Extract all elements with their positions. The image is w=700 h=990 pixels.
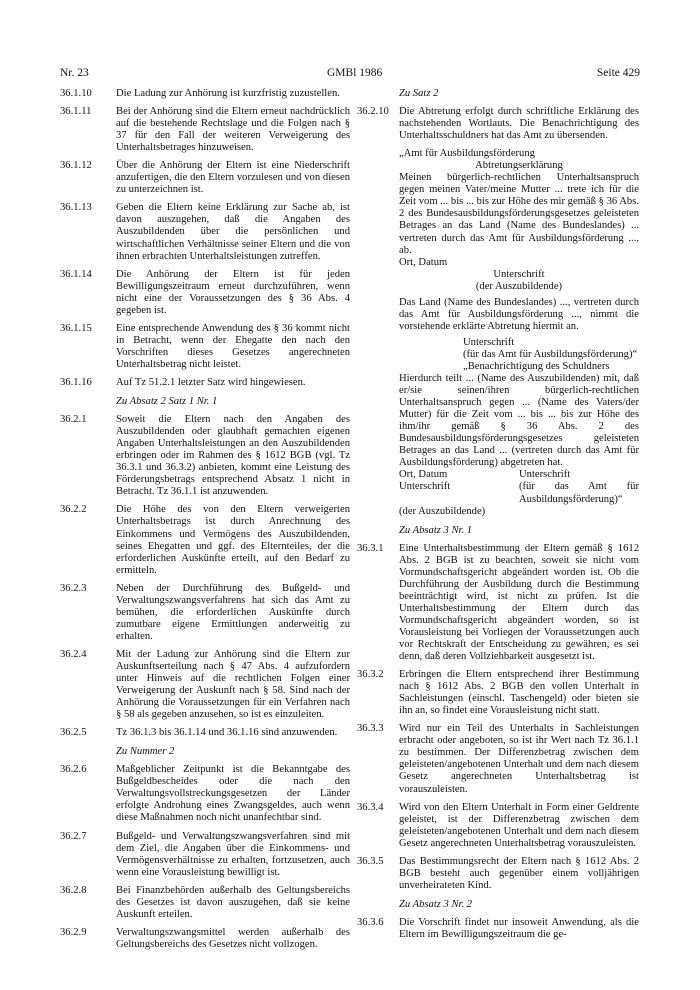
- notice-title: „Benachrichtigung des Schuldners: [463, 360, 610, 372]
- paragraph-number: 36.1.10: [60, 88, 92, 99]
- paragraph-text: Eine entsprechende Anwendung des § 36 kommt nicht in Betracht, wenn der Ehegatte den nach den Vorschriften dieses Gesetzes angerechneten Unterhaltsbetrag nicht leistet.: [116, 322, 350, 370]
- section-heading: Zu Absatz 2 Satz 1 Nr. 1: [116, 396, 218, 408]
- paragraph-text: Die Ladung zur Anhörung ist kurzfristig zuzustellen.: [116, 88, 340, 99]
- assignment-form: [399, 148, 639, 517]
- section-heading: Zu Satz 2: [399, 88, 439, 99]
- paragraph: [60, 504, 350, 576]
- paragraph-text: Die Höhe des von den Eltern verweigerten Unterhaltsbetrags ist durch Anrechnung des Einkommens und Vermögens des Auszubildenden, seines Ehegatten und ggf. des Elternteiles, der die erforderlichen Auskünfte erteilt, auf den Bedarf zu ermitteln.: [116, 504, 350, 576]
- paragraph: [60, 583, 350, 643]
- form-title: Abtretungserklärung: [475, 160, 563, 172]
- paragraph-number: 36.3.1: [357, 542, 384, 554]
- signature-row: [399, 481, 639, 505]
- paragraph-text: Soweit die Eltern nach den Angaben des Auszubildenden oder glaubhaft gemachten eigenen Angaben Unterhaltsleistungen an den Auszubildenden erbringen oder im Rahmen des § 1612 BGB (vgl. Tz 36.3.1 und 36.3.2) anbieten, kommt eine Leistung des Förderungsbetrags entsprechend Absatz 1 nicht in Betracht. Tz 36.1.1 ist anzuwenden.: [116, 414, 350, 498]
- section-heading: Zu Absatz 3 Nr. 2: [399, 898, 473, 910]
- paragraph: [60, 414, 350, 498]
- paragraph-number: 36.3.3: [357, 723, 384, 735]
- paragraph-number: 36.1.13: [60, 202, 92, 214]
- paragraph-text: Die Vorschrift findet nur insoweit Anwendung, als die Eltern im Bewilligungszeitraum die ge-: [399, 916, 639, 940]
- paragraph-text: Über die Anhörung der Eltern ist eine Niederschrift anzufertigen, die den Eltern vorzulesen und von diesen zu unterzeichnen ist.: [116, 160, 350, 196]
- paragraph-number: 36.2.10: [357, 106, 389, 118]
- paragraph-number: 36.2.8: [60, 884, 87, 896]
- paragraph-number: 36.1.12: [60, 160, 92, 172]
- paragraph: [60, 727, 350, 739]
- paragraph: [357, 669, 639, 717]
- form-signature: Unterschrift: [493, 268, 545, 280]
- paragraph: [357, 917, 639, 941]
- paragraph: [357, 723, 639, 795]
- form-signature-role: (der Auszubildende): [399, 505, 486, 517]
- paragraph: [357, 856, 639, 892]
- paragraph-number: 36.1.14: [60, 268, 92, 280]
- paragraph-text: Verwaltungszwangsmittel werden außerhalb des Geltungsbereichs des Gesetzes nicht vollzogen.: [116, 926, 350, 950]
- paragraph: [60, 106, 350, 154]
- paragraph-number: 36.2.1: [60, 414, 87, 426]
- form-signature: Unterschrift: [463, 336, 515, 348]
- paragraph-text: Die Abtretung erfolgt durch schriftliche Erklärung des nachstehenden Wortlauts. Die Benachrichtigung des Unterhaltsschuldners hat das Amt zu übersenden.: [399, 106, 639, 142]
- form-declaration: Meinen bürgerlich-rechtlichen Unterhaltsanspruch gegen meinen Vater/meine Mutter ... trete ich für die Zeit vom ... bis ... bis zur Höhe des mir gemäß § 36 Abs. 2 des Bundesausbildungsförderungsgesetzes geleisteten Betrages an das Land (Name des Bundeslandes) ... vertreten durch das Amt für Ausbildungsförderung ..., ab.: [399, 172, 639, 256]
- paragraph-text: Bei Finanzbehörden außerhalb des Geltungsbereichs des Gesetzes ist davon auszugehen, daß sie keine Auskunft erteilen.: [116, 884, 350, 920]
- form-signature: Unterschrift: [399, 481, 451, 493]
- paragraph: [60, 764, 350, 824]
- paragraph-text: Maßgeblicher Zeitpunkt ist die Bekanntgabe des Bußgeldbescheides oder die nach den Verwaltungsvollstreckungsgesetzen der Länder erfolgte Androhung eines Zwangsgeldes, auch wenn diese Maßnahmen noch nicht unanfechtbar sind.: [116, 764, 350, 824]
- paragraph: [60, 88, 350, 100]
- paragraph-text: Eine Unterhaltsbestimmung der Eltern gemäß § 1612 Abs. 2 BGB ist zu beachten, soweit sie nicht vom Vormundschaftsgericht abgeändert worden ist. Ob die Durchführung der Ausbildung durch die Bestimmung beeinträchtigt wird, ist nicht zu prüfen. Ist die Unterhaltsbestimmung der Eltern durch das Vormundschaftsgericht abgeändert worden, so ist Vorausleistung bei Vorliegen der Voraussetzungen auch vor Rechtskraft der Entscheidung zu gewähren, es sei denn, daß deren Vollziehbarkeit ausgesetzt ist.: [399, 542, 639, 663]
- paragraph-number: 36.2.2: [60, 504, 87, 516]
- paragraph-text: Die Anhörung der Eltern ist für jeden Bewilligungszeitraum erneut durchzuführen, wenn nicht eine der Voraussetzungen des § 36 Abs. 4 gegeben ist.: [116, 268, 350, 316]
- paragraph: [357, 802, 639, 850]
- form-signature-role: (der Auszubildende): [475, 280, 563, 292]
- journal-name: GMBl 1986: [327, 67, 383, 79]
- paragraph: [60, 831, 350, 879]
- paragraph-text: Das Bestimmungsrecht der Eltern nach § 1612 Abs. 2 BGB besteht auch gegenüber einem volljährigen unverheirateten Kind.: [399, 855, 639, 891]
- paragraph-number: 36.2.5: [60, 727, 87, 739]
- paragraph-text: Wird nur ein Teil des Unterhalts in Sachleistungen erbracht oder angeboten, so ist ihr Wert nach Tz 36.1.1 zu bestimmen. Der Differenzbetrag zwischen dem geleisteten/angebotenen Unterhalt und dem nach diesem Gesetz angerechneten Unterhaltsbetrag ist vorauszuleisten.: [399, 723, 639, 795]
- paragraph: [60, 927, 350, 951]
- paragraph-text: Bei der Anhörung sind die Eltern erneut nachdrücklich auf die bestehende Rechtslage und die Folgen nach § 37 für den Fall der weiteren Verweigerung des Unterhaltsbetrages hinzuweisen.: [116, 106, 350, 154]
- section-heading: Zu Absatz 3 Nr. 1: [399, 524, 473, 536]
- form-signature: Unterschrift: [519, 469, 571, 481]
- paragraph-number: 36.1.11: [60, 106, 92, 118]
- paragraph-text: Bußgeld- und Verwaltungszwangsverfahren sind mit dem Ziel, die Angaben über die Einkommens- und Vermögensverhältnisse zu erhalten, fortzusetzen, auch wenn eine Vorausleistung bewilligt ist.: [116, 830, 350, 878]
- paragraph-number: 36.1.16: [60, 376, 92, 388]
- paragraph: [60, 269, 350, 317]
- page-header: [60, 67, 640, 83]
- paragraph: [357, 106, 639, 142]
- page-number: Seite 429: [596, 67, 640, 79]
- paragraph: [60, 202, 350, 262]
- issue-number: Nr. 23: [60, 67, 89, 79]
- paragraph-text: Geben die Eltern keine Erklärung zur Sache ab, ist davon auszugehen, daß die Angaben des Auszubildenden über die persönlichen und wirtschaftlichen Verhältnisse seiner Eltern und die von ihnen erbrachten Unterhaltsleistungen zutreffen.: [116, 202, 350, 262]
- paragraph-number: 36.2.9: [60, 926, 87, 938]
- signature-row: [399, 469, 639, 481]
- paragraph-number: 36.2.6: [60, 764, 87, 776]
- paragraph-number: 36.2.4: [60, 648, 87, 660]
- section-heading: Zu Nummer 2: [116, 746, 175, 758]
- paragraph-number: 36.3.6: [357, 916, 384, 928]
- paragraph-text: Erbringen die Eltern entsprechend ihrer Bestimmung nach § 1612 Abs. 2 BGB den vollen Unterhalt in Sachleistungen (einschl. Taschengeld) oder bieten sie ihn an, so findet eine Vorausleistung nicht statt.: [399, 669, 639, 717]
- paragraph: [60, 377, 350, 389]
- paragraph-text: Mit der Ladung zur Anhörung sind die Eltern zur Auskunftserteilung nach § 47 Abs. 4 aufzufordern unter Hinweis auf die rechtlichen Folgen einer Verweigerung der Auskunft nach § 58. Sind nach der Anhörung die Voraussetzungen für ein Verfahren nach § 58 als gegeben anzusehen, so ist es einzuleiten.: [116, 648, 350, 721]
- paragraph-number: 36.3.4: [357, 801, 384, 813]
- form-place-date: Ort, Datum: [399, 469, 448, 481]
- notice-text: Hierdurch teilt ... (Name des Auszubildenden) mit, daß er/sie seinen/ihren bürgerlich-rechtlichen Unterhaltsanspruch gegen ... (Name des Vaters/der Mutter) für die Zeit vom ... bis ... bis zur Höhe des ihm/ihr gemäß § 36 Abs. 2 des Bundesausbildungsförderungsgesetzes geleisteten Betrages an das Land ... (vertreten durch das Amt für Ausbildungsförderung) abgetreten hat.: [399, 373, 639, 469]
- paragraph: [60, 323, 350, 371]
- paragraph-number: 36.1.15: [60, 322, 92, 334]
- form-place-date: Ort, Datum: [399, 256, 448, 268]
- paragraph: [60, 160, 350, 196]
- form-signature-role: (für das Amt für Ausbildungsförderung)“: [463, 348, 638, 360]
- form-authority: „Amt für Ausbildungsförderung: [399, 148, 535, 160]
- paragraph: [60, 649, 350, 721]
- paragraph: [357, 543, 639, 663]
- paragraph-number: 36.3.5: [357, 855, 384, 867]
- paragraph: [60, 885, 350, 921]
- form-acceptance: Das Land (Name des Bundeslandes) ..., vertreten durch das Amt für Ausbildungsförderung ..., nimmt die vorstehende erklärte Abtretung hiermit an.: [399, 296, 639, 332]
- paragraph-text: Tz 36.1.3 bis 36.1.14 und 36.1.16 sind anzuwenden.: [116, 727, 338, 739]
- paragraph-text: Neben der Durchführung des Bußgeld- und Verwaltungszwangsverfahrens hat sich das Amt zu bemühen, die erforderlichen Auskünfte durch zumutbare eigene Ermittlungen anderweitig zu erhalten.: [116, 582, 350, 642]
- paragraph-number: 36.2.7: [60, 830, 87, 842]
- paragraph-number: 36.2.3: [60, 582, 87, 594]
- left-column: [60, 88, 350, 957]
- paragraph-text: Auf Tz 51.2.1 letzter Satz wird hingewiesen.: [116, 376, 306, 388]
- paragraph-text: Wird von den Eltern Unterhalt in Form einer Geldrente geleistet, ist der Differenzbetrag zwischen dem geleisteten/angebotenen Unterhalt und dem nach diesem Gesetz angerechneten Unterhaltsbetrag vorauszuleisten.: [399, 801, 639, 849]
- right-column: [357, 88, 639, 947]
- paragraph-number: 36.3.2: [357, 669, 384, 681]
- form-signature-role: (für das Amt für Ausbildungsförderung)“: [519, 481, 639, 505]
